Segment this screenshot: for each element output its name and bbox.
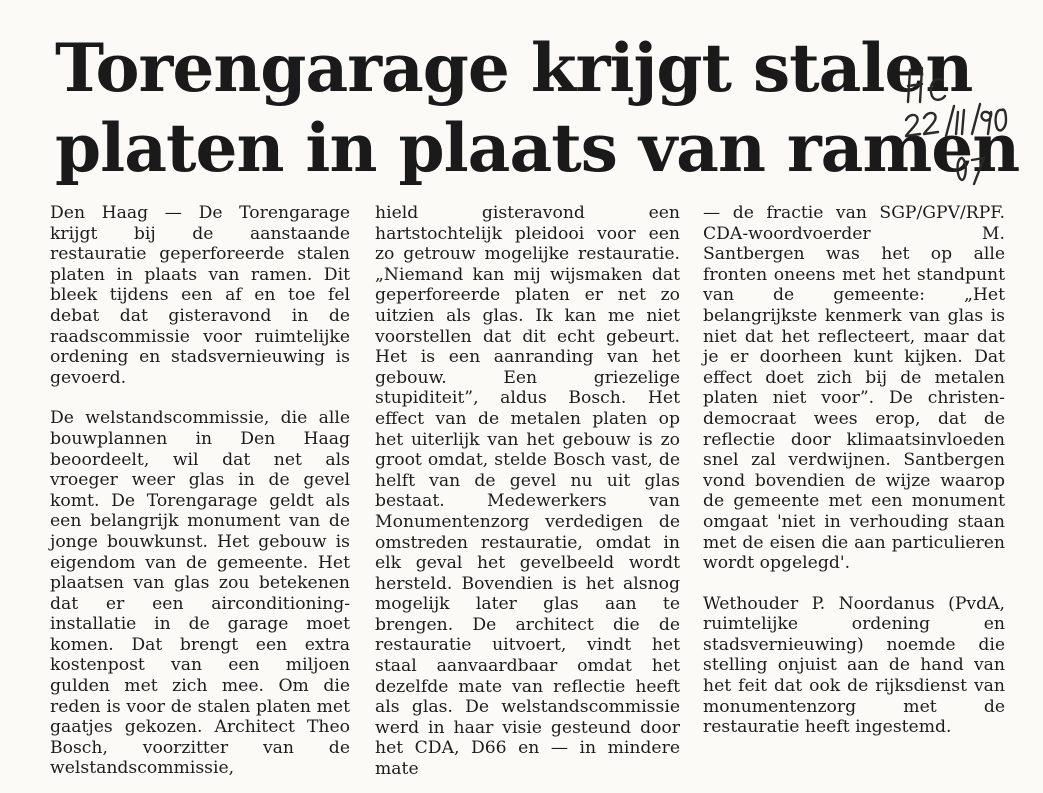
handwritten-date-annotation xyxy=(900,62,1010,192)
paragraph: — de fractie van SGP/GPV/RPF. CDA-woordvoerder M. Santbergen was het op alle fronten oneens met het standpunt van de gemeente: „Het belangrijkste kenmerk van glas is niet dat het reflecteert, maar dat je er doorheen kunt kijken. Dat effect doet zich bij de metalen platen niet voor”. De christen-democraat wees erop, dat de reflectie door klimaatsinvloeden snel zal verdwijnen. Santbergen vond bovendien de wijze waarop de gemeente met een monument omgaat 'niet in verhouding staan met de eisen die aan particulieren wordt opgelegd'. xyxy=(703,203,1005,574)
article-column-1 xyxy=(50,203,350,779)
paragraph: Wethouder P. Noordanus (PvdA, ruimtelijke ordening en stadsvernieuwing) noemde die stelling onjuist aan de hand van het feit dat ook de rijksdienst van monumentenzorg met de restauratie heeft ingestemd. xyxy=(703,593,1005,738)
paragraph: Den Haag — De Torengarage krijgt bij de aanstaande restauratie geperforeerde stalen platen in plaats van ramen. Dit bleek tijdens een af en toe fel debat dat gisteravond in de raadscommissie voor ruimtelijke ordening en stadsvernieuwing is gevoerd. xyxy=(50,203,350,388)
headline-line-2: platen in plaats van ramen xyxy=(55,109,1020,187)
paragraph: hield gisteravond een hartstochtelijk pleidooi voor een zo getrouw mogelijke restauratie. „Niemand kan mij wijsmaken dat geperforeerde platen er net zo uitzien als glas. Ik kan me niet voorstellen dat dit echt gebeurt. Het is een aanranding van het gebouw. Een griezelige stupiditeit”, aldus Bosch. Het effect van de metalen platen op het uiterlijk van het gebouw is zo groot omdat, stelde Bosch vast, de helft van de gevel nu uit glas bestaat. Medewerkers van Monumentenzorg verdedigen de omstreden restauratie, omdat in elk geval het gevelbeeld wordt hersteld. Bovendien is het alsnog mogelijk later glas aan te brengen. De architect die de restauratie uitvoert, vindt het staal aanvaardbaar omdat het dezelfde mate van reflectie heeft als glas. De welstandscommissie werd in haar visie gesteund door het CDA, D66 en — in mindere mate xyxy=(375,203,680,780)
article-column-3 xyxy=(703,203,1005,738)
headline-line-1: Torengarage krijgt stalen xyxy=(55,29,973,107)
paragraph: De welstandscommissie, die alle bouwplannen in Den Haag beoordeelt, wil dat net als vroeger weer glas in de gevel komt. De Torengarage geldt als een belangrijk monument van de jonge bouwkunst. Het gebouw is eigendom van de gemeente. Het plaatsen van glas zou betekenen dat er een airconditioning-installatie in de garage moet komen. Dat brengt een extra kostenpost van een miljoen gulden met zich mee. Om die reden is voor de stalen platen met gaatjes gekozen. Architect Theo Bosch, voorzitter van de welstandscommissie, xyxy=(50,408,350,779)
article-column-2 xyxy=(375,203,680,780)
headline xyxy=(55,28,1020,188)
